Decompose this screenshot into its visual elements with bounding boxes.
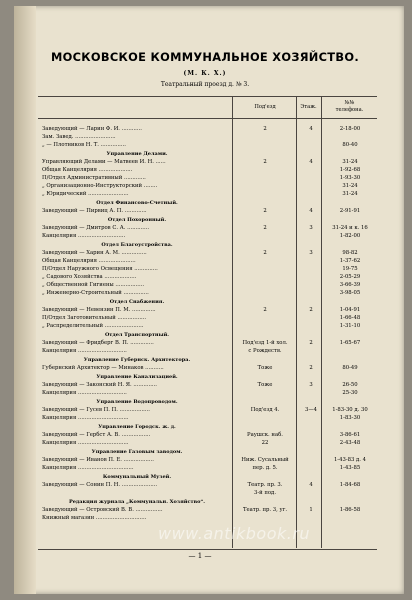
table-row xyxy=(42,232,372,240)
entry-name: Заведующий — Гербст А. В. ................. xyxy=(42,432,151,438)
table-row xyxy=(42,265,372,273)
entry-name: Губернский Архитектор — Минаков ........... xyxy=(42,365,164,371)
entry-name: „ — Плотников Н. Т. ............... xyxy=(42,142,126,148)
entry-phone: 1-86-58 xyxy=(339,507,361,513)
entry-address: 2 xyxy=(263,307,267,313)
table-row xyxy=(42,464,372,472)
entry-floor: 1 xyxy=(309,507,313,513)
table-row xyxy=(42,439,372,447)
entry-name: Заведующий — Гусев П. П. .................. xyxy=(42,407,150,413)
table-row xyxy=(42,389,372,397)
entry-name: Заведующий — Сонин П. Н. ..................... xyxy=(42,482,158,488)
entry-name: „ Инженерно-Строительный ............... xyxy=(42,290,149,296)
entry-phone: 1-84-68 xyxy=(339,482,361,488)
entry-name: „ Общественной Гигиены ................. xyxy=(42,282,145,288)
table-row xyxy=(42,414,372,422)
entry-address: Ниж. Сусальный xyxy=(241,457,289,463)
entry-phone: 1-83-30 xyxy=(339,415,361,421)
table-row xyxy=(42,190,372,198)
table-row xyxy=(42,289,372,297)
entry-phone: 2-18-00 xyxy=(339,126,361,132)
entry-phone: 1-43-85 xyxy=(339,465,361,471)
entry-phone: 31-24 и к. 16 xyxy=(332,225,368,231)
entry-name: П/Отдел Административный ............. xyxy=(42,175,146,181)
table-row xyxy=(42,347,372,355)
entry-name: Канцелярия .............................. xyxy=(42,415,129,421)
entry-phone: 80-40 xyxy=(342,142,358,148)
table-row xyxy=(42,489,372,497)
entry-name: П/Отдел Заготовительный ................. xyxy=(42,315,147,321)
entry-floor: 3 xyxy=(309,250,313,256)
entry-name: Книжный магазин .............................. xyxy=(42,515,147,521)
table-row xyxy=(42,514,372,522)
entry-name: Канцелярия ................................. xyxy=(42,465,134,471)
entry-phone: 1-37-62 xyxy=(339,258,361,264)
table-row xyxy=(42,339,372,347)
entry-address: Раушск. наб. xyxy=(247,432,283,438)
table-row xyxy=(42,431,372,439)
entry-name: Заведующий — Фридберг В. П. .............. xyxy=(42,340,154,346)
entry-phone: 1-92-68 xyxy=(339,167,361,173)
entry-name: Заведующий — Харин А. М. ............... xyxy=(42,250,147,256)
section-heading: Коммунальный Музей. xyxy=(102,474,172,480)
entry-address: 22 xyxy=(261,440,269,446)
entry-phone: 2-43-48 xyxy=(339,440,361,446)
entry-name: Заведующий — Островский В. В. ................ xyxy=(42,507,163,513)
entry-address: Тоже xyxy=(257,365,273,371)
address-line: Театральный проезд д. № 3. xyxy=(160,81,250,88)
section-heading: Управление Канализацией. xyxy=(96,374,178,380)
entry-floor: 4 xyxy=(309,482,313,488)
entry-name: Канцелярия ............................. xyxy=(42,390,127,396)
entry-floor: 4 xyxy=(309,159,313,165)
entry-address: Под'езд 4. xyxy=(250,407,280,413)
table-row xyxy=(42,381,372,389)
entry-phone: 1-31-10 xyxy=(339,323,361,329)
entry-phone: 2-91-91 xyxy=(339,208,361,214)
entry-phone: 1-93-30 xyxy=(339,175,361,181)
entry-floor: 2 xyxy=(309,340,313,346)
section-heading: Отдел Благоустройства. xyxy=(101,242,173,248)
header-divider xyxy=(38,118,377,119)
column-header-floor: Этаж. xyxy=(300,104,317,110)
entry-floor: 3—4 xyxy=(304,407,318,413)
column-header-address: Под'езд xyxy=(254,104,276,110)
table-row xyxy=(42,158,372,166)
entry-phone: 3-98-05 xyxy=(339,290,361,296)
section-heading: Отдел Транспортный. xyxy=(104,332,170,338)
entry-address: с Рождеств. xyxy=(248,348,282,354)
entry-address: Театр. пр. 3, уг. xyxy=(242,507,288,513)
entry-phone: 1-82-00 xyxy=(339,233,361,239)
table-row xyxy=(42,306,372,314)
entry-name: Заведующий — Ларин Ф. И. ............ xyxy=(42,126,142,132)
table-row xyxy=(42,322,372,330)
entry-phone: 1-66-48 xyxy=(339,315,361,321)
entry-floor: 2 xyxy=(309,365,313,371)
table-row xyxy=(42,257,372,265)
section-heading: Управление Губернск. Архитектора. xyxy=(83,357,191,363)
section-heading: Управление Водопроводом. xyxy=(96,399,178,405)
entry-address: 2 xyxy=(263,126,267,132)
entry-address: 3-й под. xyxy=(253,490,277,496)
entry-address: Театр. пр. 3. xyxy=(247,482,283,488)
entry-phone: 26-50 xyxy=(342,382,358,388)
title-abbreviation: (М. К. Х.) xyxy=(183,70,227,77)
entry-phone: 2-05-29 xyxy=(339,274,361,280)
entry-phone: 1-65-67 xyxy=(339,340,361,346)
entry-phone: 3-86-61 xyxy=(339,432,361,438)
entry-phone: 1-83-30 д. 30 xyxy=(332,407,368,413)
section-heading: Отдел Похоронный. xyxy=(107,217,167,223)
entry-address: Тоже xyxy=(257,382,273,388)
entry-name: Канцелярия .............................. xyxy=(42,440,129,446)
table-row xyxy=(42,281,372,289)
section-heading: Управление Делами. xyxy=(106,151,168,157)
entry-name: Зам. Завед. ........................ xyxy=(42,134,116,140)
entry-name: Заведующий — Иванов П. Е. .................. xyxy=(42,457,154,463)
table-row xyxy=(42,174,372,182)
entry-address: 2 xyxy=(263,208,267,214)
entry-name: Канцелярия ............................ xyxy=(42,233,126,239)
table-row xyxy=(42,456,372,464)
entry-address: 2 xyxy=(263,225,267,231)
section-heading: Отдел Финансово-Счетный. xyxy=(96,200,178,206)
table-row xyxy=(42,125,372,133)
entry-floor: 4 xyxy=(309,208,313,214)
entry-name: Канцелярия ............................. xyxy=(42,348,127,354)
entry-name: Заведующий — Невензин П. М. .............. xyxy=(42,307,156,313)
page-number: — 1 — xyxy=(188,552,212,560)
watermark: www.antikbook.ru xyxy=(158,524,311,543)
entry-address: пер. д. 5. xyxy=(252,465,278,471)
entry-name: „ Распределительный ....................... xyxy=(42,323,144,329)
table-row xyxy=(42,481,372,489)
entry-address: 2 xyxy=(263,159,267,165)
entry-phone: 25-30 xyxy=(342,390,358,396)
entry-address: Под'езд 1-й хол. xyxy=(242,340,288,346)
entry-name: Общая Канцелярия ...................... xyxy=(42,258,136,264)
section-heading: Управление Городск. ж. д. xyxy=(98,424,176,430)
column-header-phone-number-sign: №№ xyxy=(344,100,355,106)
section-heading: Отдел Снабжения. xyxy=(109,299,165,305)
table-row xyxy=(42,364,372,372)
entry-phone: 80-49 xyxy=(342,365,358,371)
page-title: МОСКОВСКОЕ КОММУНАЛЬНОЕ ХОЗЯЙСТВО. xyxy=(51,50,359,64)
table-row xyxy=(42,133,372,141)
entry-phone: 1-43-83 д. 4 xyxy=(333,457,367,463)
entry-phone: 3-66-39 xyxy=(339,282,361,288)
entry-floor: 4 xyxy=(309,126,313,132)
entry-floor: 2 xyxy=(309,307,313,313)
table-row xyxy=(42,506,372,514)
table-row xyxy=(42,141,372,149)
entry-name: Общая Канцелярия .................... xyxy=(42,167,133,173)
entry-address: 2 xyxy=(263,250,267,256)
entry-phone: 19-75 xyxy=(342,266,358,272)
entry-name: Заведующий — Пирвиц А. П. ............. xyxy=(42,208,147,214)
entry-phone: 31-24 xyxy=(342,159,358,165)
entry-floor: 3 xyxy=(309,225,313,231)
section-heading: Редакция журнала „Коммунальн. Хозяйство“. xyxy=(68,499,206,505)
table-row xyxy=(42,166,372,174)
entry-phone: 31-24 xyxy=(342,191,358,197)
entry-name: П/Отдел Наружного Освещения .............. xyxy=(42,266,158,272)
entry-phone: 31-24 xyxy=(342,183,358,189)
table-row xyxy=(42,182,372,190)
table-row xyxy=(42,273,372,281)
table-row xyxy=(42,314,372,322)
entry-name: „ Юридический ........................ xyxy=(42,191,129,197)
section-heading: Управление Газовым заводом. xyxy=(91,449,183,455)
entry-name: Заведующий — Законский Н. Я. .............. xyxy=(42,382,157,388)
column-header-phone: телефона. xyxy=(335,107,364,113)
entry-name: Заведующий — Дмитров С. А. ............. xyxy=(42,225,150,231)
entry-name: „ Садового Хозяйства ................... xyxy=(42,274,137,280)
table-row xyxy=(42,249,372,257)
table-row xyxy=(42,406,372,414)
table-row xyxy=(42,224,372,232)
entry-floor: 3 xyxy=(309,382,313,388)
entry-name: Управляющий Делами — Матвеев И. Н. ...... xyxy=(42,159,166,165)
table-row xyxy=(42,207,372,215)
entry-phone: 98-82 xyxy=(342,250,358,256)
entry-name: „ Организационно-Инструкторский ........ xyxy=(42,183,158,189)
book-spine xyxy=(14,6,36,594)
entry-phone: 1-04-91 xyxy=(339,307,361,313)
